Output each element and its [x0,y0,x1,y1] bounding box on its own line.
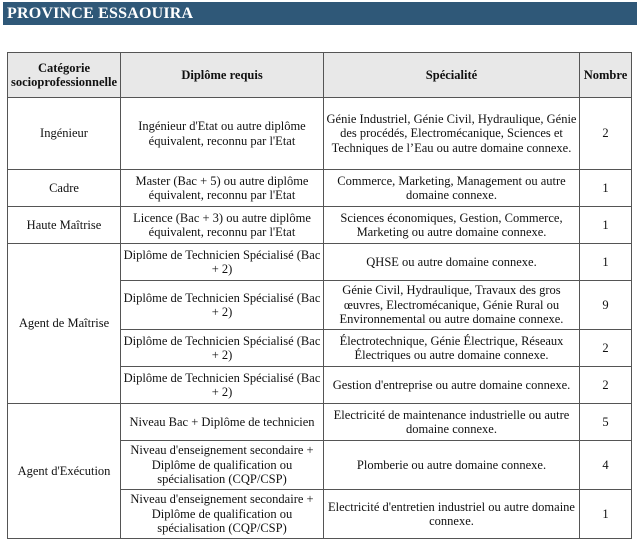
table-header-row [8,53,632,98]
specialite-cell: QHSE ou autre domaine connexe. [324,244,580,281]
specialite-cell: Électrotechnique, Génie Électrique, Réseaux Électriques ou autre domaine connexe. [324,330,580,367]
nombre-cell: 5 [580,404,632,441]
table-row [8,207,632,244]
diplome-cell: Diplôme de Technicien Spécialisé (Bac + 2) [121,244,324,281]
specialite-cell: Electricité d'entretien industriel ou autre domaine connexe. [324,490,580,539]
nombre-cell: 2 [580,367,632,404]
table-row [8,404,632,441]
category-cell: Agent de Maîtrise [8,244,121,404]
diplome-cell: Diplôme de Technicien Spécialisé (Bac + 2) [121,281,324,330]
category-cell: Agent d'Exécution [8,404,121,539]
recruitment-table [7,52,632,539]
specialite-cell: Commerce, Marketing, Management ou autre domaine connexe. [324,170,580,207]
table-row [8,98,632,170]
diplome-cell: Licence (Bac + 3) ou autre diplôme équivalent, reconnu par l'Etat [121,207,324,244]
nombre-cell: 4 [580,441,632,490]
specialite-cell: Electricité de maintenance industrielle ou autre domaine connexe. [324,404,580,441]
nombre-cell: 1 [580,490,632,539]
category-cell: Haute Maîtrise [8,207,121,244]
specialite-cell: Génie Industriel, Génie Civil, Hydraulique, Génie des procédés, Electromécanique, Sciences et Techniques de l’Eau ou autre domaine connexe. [324,98,580,170]
nombre-cell: 2 [580,330,632,367]
header-nombre: Nombre [580,53,632,98]
category-cell: Ingénieur [8,98,121,170]
nombre-cell: 1 [580,207,632,244]
nombre-cell: 9 [580,281,632,330]
diplome-cell: Niveau d'enseignement secondaire + Diplôme de qualification ou spécialisation (CQP/CSP) [121,490,324,539]
diplome-cell: Niveau d'enseignement secondaire + Diplôme de qualification ou spécialisation (CQP/CSP) [121,441,324,490]
nombre-cell: 2 [580,98,632,170]
table-row [8,244,632,281]
specialite-cell: Sciences économiques, Gestion, Commerce, Marketing ou autre domaine connexe. [324,207,580,244]
nombre-cell: 1 [580,170,632,207]
header-specialite: Spécialité [324,53,580,98]
diplome-cell: Master (Bac + 5) ou autre diplôme équivalent, reconnu par l'Etat [121,170,324,207]
nombre-cell: 1 [580,244,632,281]
diplome-cell: Ingénieur d'Etat ou autre diplôme équivalent, reconnu par l'Etat [121,98,324,170]
table-row [8,170,632,207]
diplome-cell: Diplôme de Technicien Spécialisé (Bac + 2) [121,330,324,367]
specialite-cell: Gestion d'entreprise ou autre domaine connexe. [324,367,580,404]
specialite-cell: Plomberie ou autre domaine connexe. [324,441,580,490]
province-title: PROVINCE ESSAOUIRA [3,2,637,25]
diplome-cell: Diplôme de Technicien Spécialisé (Bac + 2) [121,367,324,404]
diplome-cell: Niveau Bac + Diplôme de technicien [121,404,324,441]
specialite-cell: Génie Civil, Hydraulique, Travaux des gros œuvres, Electromécanique, Génie Rural ou Environnemental ou autre domaine connexe. [324,281,580,330]
category-cell: Cadre [8,170,121,207]
header-diplome: Diplôme requis [121,53,324,98]
header-categorie: Catégorie socioprofessionnelle [8,53,121,98]
